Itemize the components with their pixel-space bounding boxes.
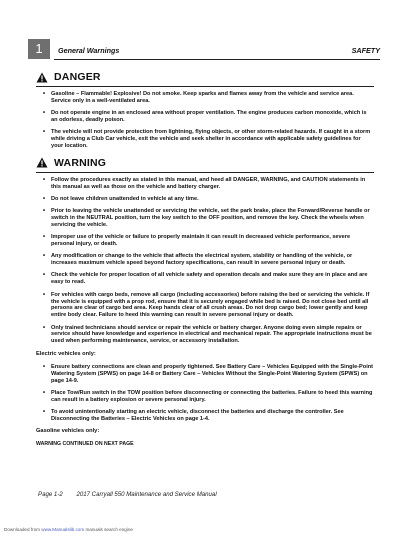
page-number: Page 1-2	[38, 491, 63, 498]
manual-title: 2017 Carryall 550 Maintenance and Service Manual	[76, 491, 217, 498]
warning-triangle-icon	[36, 72, 48, 83]
page-header	[28, 43, 380, 59]
electric-list	[36, 364, 374, 423]
header-bar	[54, 43, 380, 60]
list-item: • Place Tow/Run switch in the TOW position before disconnecting or connecting the batteries. Failure to heed this warning can result in a battery explosion or severe personal injury.	[43, 390, 374, 404]
list-item: • The vehicle will not provide protection from lightning, flying objects, or other storm-related hazards. If caught in a storm while driving a Club Car vehicle, exit the vehicle and seek shelter in accordance with applicable safety guidelines for your location.	[43, 129, 374, 150]
download-suffix: manuals search engine	[84, 527, 133, 532]
list-item: • Do not operate engine in an enclosed area without proper ventilation. The engine produces carbon monoxide, which is an odorless, deadly poison.	[43, 110, 374, 124]
warning-title: WARNING	[54, 156, 107, 169]
gasoline-vehicles-label: Gasoline vehicles only:	[36, 428, 100, 435]
warning-list	[36, 177, 374, 345]
download-prefix: Downloaded from	[4, 527, 42, 532]
danger-section	[36, 70, 374, 150]
list-item: • Ensure battery connections are clean and properly tightened. See Battery Care – Vehicles Equipped with the Single-Point Watering System (SPWS) on page 14-8 or Battery Care – Vehicles Without the Single-Point Watering System (SPWS) on page 14-9.	[43, 364, 374, 385]
page-footer	[38, 491, 217, 498]
warning-section	[36, 156, 374, 345]
list-item: • Improper use of the vehicle or failure to properly maintain it can result in decreased vehicle performance, severe personal injury, or death.	[43, 234, 374, 248]
danger-list	[36, 91, 374, 150]
list-item: • Check the vehicle for proper location of all vehicle safety and operation decals and make sure they are in place and are easy to read.	[43, 272, 374, 286]
danger-rule	[36, 86, 374, 87]
warning-rule	[36, 172, 374, 173]
section-title: General Warnings	[58, 46, 120, 55]
warning-continued-note: WARNING CONTINUED ON NEXT PAGE	[36, 441, 134, 448]
chapter-number-box: 1	[28, 39, 50, 59]
list-item: • Any modification or change to the vehicle that affects the electrical system, stability or handling of the vehicle, or increases maximum vehicle speed beyond factory specifications, can result in severe personal injury or death.	[43, 253, 374, 267]
list-item: • Gasoline – Flammable! Explosive! Do not smoke. Keep sparks and flames away from the vehicle and service area. Service only in a well-ventilated area.	[43, 91, 374, 105]
warning-triangle-icon	[36, 157, 48, 168]
list-item: • Prior to leaving the vehicle unattended or servicing the vehicle, set the park brake, place the Forward/Reverse handle or switch in the NEUTRAL position, turn the key switch to the OFF position, and remove the key. Check the wheels when servicing the vehicle.	[43, 208, 374, 229]
page-content	[36, 70, 374, 454]
manualslib-link[interactable]: www.Manualslib.com	[41, 527, 85, 532]
list-item: • Only trained technicians should service or repair the vehicle or battery charger. Anyone doing even simple repairs or service should have knowledge and experience in electrical and mechanical repair. The appropriate instructions must be used when performing maintenance, service, or accessory installation.	[43, 325, 374, 346]
list-item: • For vehicles with cargo beds, remove all cargo (including accessories) before raising the bed or servicing the vehicle. If the vehicle is equipped with a prop rod, ensure that it is securely engaged while bed is raised. Do not close bed until all persons are clear of cargo bed area. Keep hands clear of all crush areas. Do not drop cargo bed; lower gently and keep entire body clear. Failure to heed this warning can result in severe personal injury or death.	[43, 292, 374, 320]
danger-title: DANGER	[54, 71, 101, 83]
list-item: • Do not leave children unattended in vehicle at any time.	[43, 196, 374, 203]
electric-vehicles-label: Electric vehicles only:	[36, 351, 96, 358]
danger-banner	[36, 70, 374, 84]
chapter-title: SAFETY	[351, 46, 380, 55]
list-item: • To avoid unintentionally starting an electric vehicle, disconnect the batteries and discharge the controller. See Disconnecting the Batteries – Electric Vehicles on page 1-4.	[43, 409, 374, 423]
warning-banner	[36, 156, 374, 170]
download-notice	[4, 527, 133, 532]
list-item: • Follow the procedures exactly as stated in this manual, and heed all DANGER, WARNING, and CAUTION statements in this manual as well as those on the vehicle and battery charger.	[43, 177, 374, 191]
